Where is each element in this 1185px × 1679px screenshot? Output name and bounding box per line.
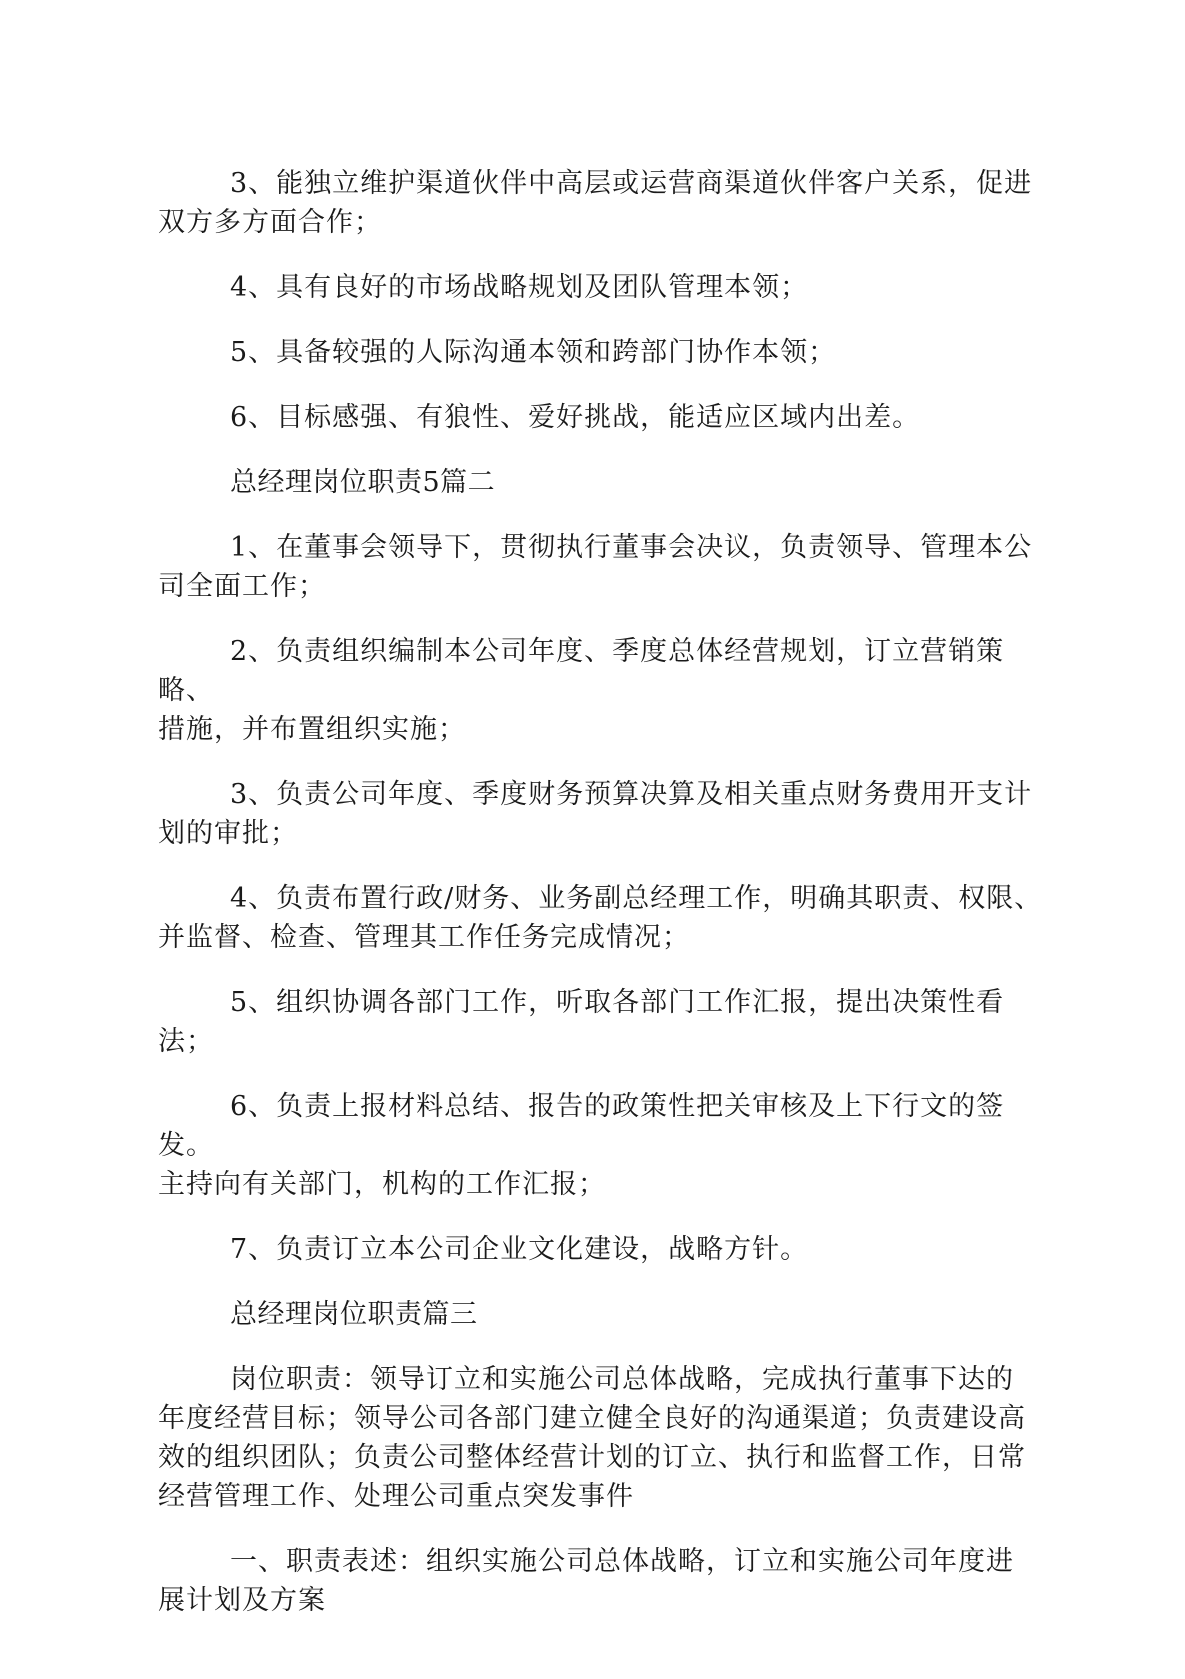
text-line: 司全面工作；: [158, 571, 326, 602]
paragraph-12: [158, 1230, 1048, 1269]
document-page: [158, 164, 1048, 1646]
text-line: 经营管理工作、处理公司重点突发事件: [158, 1481, 634, 1512]
paragraph-9: [158, 879, 1048, 957]
text-line: 6、目标感强、有狼性、爱好挑战，能适应区域内出差。: [230, 402, 921, 433]
paragraph-7: [158, 632, 1048, 749]
text-line: 措施，并布置组织实施；: [158, 714, 466, 745]
text-line: 并监督、检查、管理其工作任务完成情况；: [158, 922, 690, 953]
heading-text: 总经理岗位职责篇三: [230, 1299, 478, 1330]
text-line: 一、职责表述：组织实施公司总体战略，订立和实施公司年度进: [230, 1546, 1014, 1577]
paragraph-15: [158, 1542, 1048, 1620]
paragraph-10: [158, 983, 1048, 1061]
text-line: 2、负责组织编制本公司年度、季度总体经营规划，订立营销策略、: [158, 636, 1005, 706]
paragraph-3: [158, 333, 1048, 372]
section-heading-3: [158, 1295, 1048, 1334]
text-line: 6、负责上报材料总结、报告的政策性把关审核及上下行文的签发。: [158, 1091, 1005, 1161]
text-line: 3、能独立维护渠道伙伴中高层或运营商渠道伙伴客户关系，促进: [230, 168, 1033, 199]
paragraph-4: [158, 398, 1048, 437]
text-line: 3、负责公司年度、季度财务预算决算及相关重点财务费用开支计: [230, 779, 1033, 810]
text-line: 展计划及方案: [158, 1585, 326, 1616]
paragraph-11: [158, 1087, 1048, 1204]
text-line: 效的组织团队；负责公司整体经营计划的订立、执行和监督工作，日常: [158, 1442, 1026, 1473]
paragraph-8: [158, 775, 1048, 853]
paragraph-14: [158, 1360, 1048, 1516]
section-heading-2: [158, 463, 1048, 502]
paragraph-6: [158, 528, 1048, 606]
text-line: 4、负责布置行政/财务、业务副总经理工作，明确其职责、权限、: [230, 883, 1043, 914]
text-line: 岗位职责：领导订立和实施公司总体战略，完成执行董事下达的: [230, 1364, 1014, 1395]
paragraph-2: [158, 268, 1048, 307]
paragraph-1: [158, 164, 1048, 242]
heading-text: 总经理岗位职责5篇二: [230, 467, 496, 498]
text-line: 5、组织协调各部门工作，听取各部门工作汇报，提出决策性看法；: [158, 987, 1005, 1057]
text-line: 主持向有关部门，机构的工作汇报；: [158, 1169, 606, 1200]
text-line: 年度经营目标；领导公司各部门建立健全良好的沟通渠道；负责建设高: [158, 1403, 1026, 1434]
text-line: 4、具有良好的市场战略规划及团队管理本领；: [230, 272, 809, 303]
text-line: 7、负责订立本公司企业文化建设，战略方针。: [230, 1234, 809, 1265]
text-line: 1、在董事会领导下，贯彻执行董事会决议，负责领导、管理本公: [230, 532, 1033, 563]
text-line: 双方多方面合作；: [158, 207, 382, 238]
text-line: 5、具备较强的人际沟通本领和跨部门协作本领；: [230, 337, 837, 368]
text-line: 划的审批；: [158, 818, 298, 849]
